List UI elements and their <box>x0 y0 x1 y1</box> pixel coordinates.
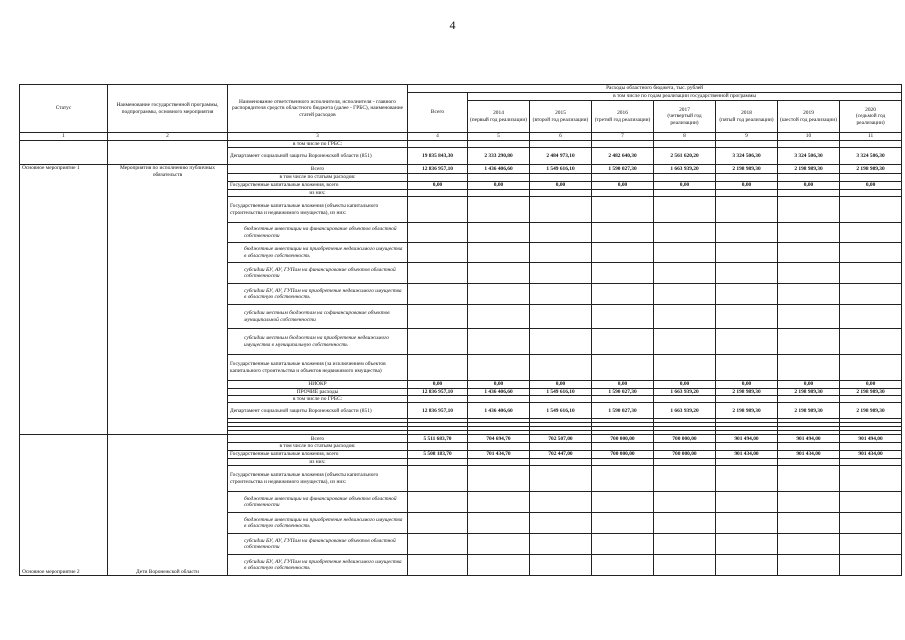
header-program-name: Наименование государственной программы, подпрограммы, основного мероприятия <box>108 85 228 133</box>
block1-subsidy-3: субсидии местным бюджетам на софинансирование объектов муниципальной собственности <box>228 305 408 329</box>
block1-status: Основное мероприятие 1 <box>20 165 108 435</box>
block1-name: Мероприятия по исполнению публичных обязательств <box>108 165 228 435</box>
page-number: 4 <box>449 18 456 32</box>
block2-subsidy-2: субсидии БУ, АУ, ГУПам на приобретение недвижимого имущества в областную собственность <box>228 555 408 576</box>
header-year-2014: 2014 (первый год реализации) <box>468 101 530 133</box>
block2-capital-row: Государственные капитальные вложения, всего 5 508 183,70 701 434,70 702 447,00 700 000,00 700 000,00 901 434,00 901 434,00 901 434,00 <box>20 450 902 458</box>
block1-niokr-row: НИОКР 0,00 0,00 0,00 0,00 0,00 0,00 0,00 0,00 <box>20 381 902 388</box>
block2-budget-invest-1: бюджетные инвестиции на финансирование объектов областной собственности <box>228 492 408 513</box>
block1-grbs-label: в том числе по ГРБС: <box>228 396 408 403</box>
block1-subsidy-1: субсидии БУ, АУ, ГУПам на финансирование объектов областной собственности <box>228 263 408 284</box>
header-expenses: Расходы областного бюджета, тыс. рублей <box>408 85 902 93</box>
header-year-2019: 2019 (шестой год реализации) <box>778 101 840 133</box>
header-executor: Наименование ответственного исполнителя, исполнителя - главного распорядителя средств областного бюджета (далее - ГРБС), наименование статей расходов <box>228 85 408 133</box>
header-year-2018: 2018 (пятый год реализации) <box>716 101 778 133</box>
block2-total-row: Основное мероприятие 2 Дети Воронежской области Всего 5 511 683,70 704 694,70 702 507,00 700 000,00 700 000,00 901 494,00 901 494,00 901 494,00 <box>20 435 902 443</box>
block2-name: Дети Воронежской области <box>108 435 228 576</box>
column-numbers-row: 1 2 3 4 5 6 7 8 9 10 11 <box>20 133 902 141</box>
header-year-2016: 2016 (третий год реализации) <box>592 101 654 133</box>
header-by-years: в том числе по годам реализации государственной программы <box>468 93 902 101</box>
header-year-2015: 2015 (второй год реализации) <box>530 101 592 133</box>
block1-other-row: ПРОЧИЕ расходы 12 836 957,10 1 436 406,60 1 549 616,10 1 590 027,30 1 663 939,20 2 198 989,30 2 198 989,30 2 198 989,30 <box>20 388 902 395</box>
block1-budget-invest-1: бюджетные инвестиции на финансирование объектов областной собственности <box>228 223 408 243</box>
block1-by-articles: в том числе по статьям расходов: <box>228 174 408 181</box>
header-total: Всего <box>408 93 468 133</box>
block2-of-them: из них: <box>228 458 408 465</box>
block2-subsidy-1: субсидии БУ, АУ, ГУПам на финансирование объектов областной собственности <box>228 534 408 555</box>
top-dept-row: Департамент социальной защиты Воронежской области (851) 19 835 843,30 2 333 290,80 2 484 973,10 2 482 640,30 2 561 620,20 3 324 506,30 3 324 506,30 3 324 506,30 <box>20 148 902 165</box>
block1-subsidy-2: субсидии БУ, АУ, ГУПам на приобретение недвижимого имущества в областную собственность <box>228 284 408 305</box>
header-status: Статус <box>20 85 108 133</box>
block1-subsidy-4: субсидии местным бюджетам на приобретение недвижимого имущества в муниципальную собственность <box>228 329 408 355</box>
block1-budget-invest-2: бюджетные инвестиции на приобретение недвижимого имущества в областную собственность <box>228 243 408 263</box>
header-year-2017: 2017 (четвертый год реализации) <box>654 101 716 133</box>
block1-capital-objects: Государственные капитальные вложения (объекты капитального строительства и недвижимого имущества), из них: <box>228 197 408 223</box>
block1-of-them: из них: <box>228 189 408 196</box>
block2-capital-objects: Государственные капитальные вложения (объекты капитального строительства и недвижимого имущества), из них: <box>228 466 408 492</box>
grbs-label: в том числе по ГРБС: <box>228 141 408 148</box>
block2-by-articles: в том числе по статьям расходов: <box>228 443 408 450</box>
block2-budget-invest-2: бюджетные инвестиции на приобретение недвижимого имущества в областную собственность <box>228 513 408 534</box>
block1-dept-row: Департамент социальной защиты Воронежской области (851) 12 836 957,10 1 436 406,60 1 549 616,10 1 590 027,30 1 663 939,20 2 198 989,30 2 198 989,30 2 198 989,30 <box>20 403 902 419</box>
block1-capital-row: Государственные капитальные вложения, всего 0,00 0,00 0,00 0,00 0,00 0,00 0,00 0,00 <box>20 181 902 189</box>
budget-table <box>19 84 902 576</box>
block2-status: Основное мероприятие 2 <box>20 435 108 576</box>
header-year-2020: 2020 (седьмой год реализации) <box>840 101 902 133</box>
block1-capital-excl: Государственные капитальные вложения (за исключением объектов капитального строительства и объектов недвижимого имущества) <box>228 355 408 381</box>
block1-total-row: Основное мероприятие 1 Мероприятия по исполнению публичных обязательств Всего 12 836 957,10 1 436 406,60 1 549 616,10 1 590 027,30 1 663 939,20 2 198 989,30 2 198 989,30 2 198 989,30 <box>20 165 902 174</box>
